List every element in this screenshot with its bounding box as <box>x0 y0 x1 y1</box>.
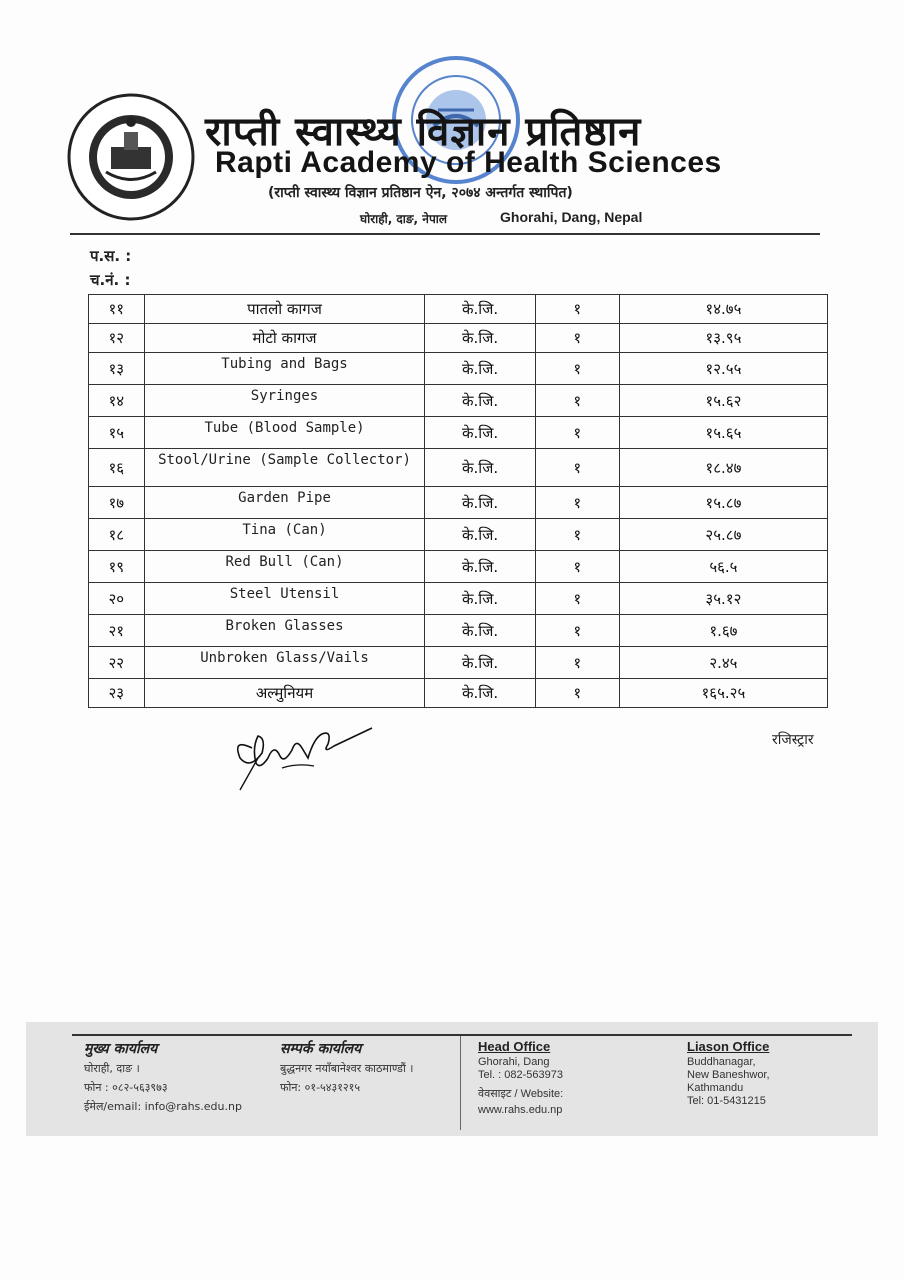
quantity-cell: १ <box>535 487 619 519</box>
unit-cell: के.जि. <box>425 583 535 615</box>
quantity-cell: १ <box>535 615 619 647</box>
rate-cell: १५.६५ <box>619 417 827 449</box>
table-row <box>89 615 828 647</box>
table-row <box>89 487 828 519</box>
item-name-cell: Red Bull (Can) <box>144 551 425 583</box>
rate-cell: १५.८७ <box>619 487 827 519</box>
serial-number-cell: २० <box>89 583 145 615</box>
rate-cell: १.६७ <box>619 615 827 647</box>
serial-number-cell: १८ <box>89 519 145 551</box>
institution-name-english: Rapti Academy of Health Sciences <box>215 146 722 179</box>
footer-vertical-divider <box>460 1036 461 1130</box>
head-office-phone-np: फोन : ०८२-५६३९७३ <box>84 1081 168 1094</box>
head-office-nepali <box>84 1040 242 1116</box>
contact-office-phone-np: फोन: ०१-५४३१२१५ <box>280 1081 361 1094</box>
rate-table <box>88 294 828 708</box>
quantity-cell: १ <box>535 449 619 487</box>
rate-cell: १५.६२ <box>619 385 827 417</box>
rate-cell: १३.९५ <box>619 324 827 353</box>
serial-number-cell: १९ <box>89 551 145 583</box>
rate-cell: २.४५ <box>619 647 827 679</box>
serial-number-cell: १६ <box>89 449 145 487</box>
contact-office-nepali <box>280 1040 413 1097</box>
liaison-phone: Tel: 01-5431215 <box>687 1095 766 1107</box>
quantity-cell: १ <box>535 647 619 679</box>
head-office-address-np: घोराही, दाङ । <box>84 1062 140 1075</box>
contact-office-title-np: सम्पर्क कार्यालय <box>280 1041 362 1057</box>
serial-number-cell: १२ <box>89 324 145 353</box>
unit-cell: के.जि. <box>425 353 535 385</box>
item-name-cell: Unbroken Glass/Vails <box>144 647 425 679</box>
quantity-cell: १ <box>535 679 619 708</box>
quantity-cell: १ <box>535 519 619 551</box>
unit-cell: के.जि. <box>425 519 535 551</box>
head-office-email: ईमेल/email: info@rahs.edu.np <box>84 1100 242 1113</box>
liaison-office-english <box>687 1040 770 1108</box>
quantity-cell: १ <box>535 353 619 385</box>
item-name-cell: अल्मुनियम <box>144 679 425 708</box>
quantity-cell: १ <box>535 417 619 449</box>
contact-office-address-np: बुद्धनगर नयाँबानेश्वर काठमाण्डौं । <box>280 1062 414 1075</box>
table-row <box>89 679 828 708</box>
rate-cell: १२.५५ <box>619 353 827 385</box>
registrar-designation: रजिस्ट्रार <box>772 732 814 748</box>
table-row <box>89 385 828 417</box>
establishment-note: (राप्ती स्वास्थ्य विज्ञान प्रतिष्ठान ऐन, २०७४ अन्तर्गत स्थापित) <box>268 185 573 201</box>
item-name-cell: Garden Pipe <box>144 487 425 519</box>
handwritten-signature <box>222 708 382 798</box>
unit-cell: के.जि. <box>425 647 535 679</box>
liaison-office-title: Liason Office <box>687 1039 770 1054</box>
table-row <box>89 324 828 353</box>
unit-cell: के.जि. <box>425 679 535 708</box>
unit-cell: के.जि. <box>425 449 535 487</box>
institution-name-nepali: राप्ती स्वास्थ्य विज्ञान प्रतिष्ठान <box>205 109 642 155</box>
serial-number-cell: १४ <box>89 385 145 417</box>
head-office-english <box>478 1040 563 1117</box>
table-row <box>89 519 828 551</box>
item-name-cell: मोटो कागज <box>144 324 425 353</box>
item-name-cell: पातलो कागज <box>144 295 425 324</box>
unit-cell: के.जि. <box>425 551 535 583</box>
table-row <box>89 417 828 449</box>
item-name-cell: Tube (Blood Sample) <box>144 417 425 449</box>
liaison-address-line2: New Baneshwor, <box>687 1069 770 1081</box>
address-nepali: घोराही, दाङ, नेपाल <box>360 212 448 226</box>
quantity-cell: १ <box>535 295 619 324</box>
unit-cell: के.जि. <box>425 324 535 353</box>
rate-cell: ५६.५ <box>619 551 827 583</box>
liaison-address-line3: Kathmandu <box>687 1082 744 1094</box>
unit-cell: के.जि. <box>425 487 535 519</box>
item-name-cell: Broken Glasses <box>144 615 425 647</box>
table-row <box>89 295 828 324</box>
rate-cell: १६५.२५ <box>619 679 827 708</box>
rate-cell: २५.८७ <box>619 519 827 551</box>
head-office-address-en: Ghorahi, Dang <box>478 1056 550 1068</box>
item-name-cell: Tina (Can) <box>144 519 425 551</box>
address-english: Ghorahi, Dang, Nepal <box>500 209 643 225</box>
unit-cell: के.जि. <box>425 417 535 449</box>
serial-number-cell: १५ <box>89 417 145 449</box>
quantity-cell: १ <box>535 583 619 615</box>
rate-cell: ३५.१२ <box>619 583 827 615</box>
serial-number-cell: २१ <box>89 615 145 647</box>
table-row <box>89 583 828 615</box>
table-row <box>89 449 828 487</box>
unit-cell: के.जि. <box>425 615 535 647</box>
item-name-cell: Syringes <box>144 385 425 417</box>
item-name-cell: Stool/Urine (Sample Collector) <box>144 449 425 487</box>
quantity-cell: १ <box>535 385 619 417</box>
serial-number-cell: २३ <box>89 679 145 708</box>
letter-number-label: प.स. : <box>90 247 132 265</box>
item-name-cell: Tubing and Bags <box>144 353 425 385</box>
academy-logo <box>66 92 196 222</box>
dispatch-number-label: च.नं. : <box>90 271 131 289</box>
head-office-title-np: मुख्य कार्यालय <box>84 1041 158 1057</box>
footer-divider-line <box>72 1034 852 1036</box>
serial-number-cell: १३ <box>89 353 145 385</box>
rate-cell: १८.४७ <box>619 449 827 487</box>
website-url: www.rahs.edu.np <box>478 1104 563 1116</box>
website-label: वेवसाइट / Website: <box>478 1088 564 1100</box>
table-row <box>89 647 828 679</box>
quantity-cell: १ <box>535 324 619 353</box>
serial-number-cell: १७ <box>89 487 145 519</box>
table-row <box>89 551 828 583</box>
head-office-phone-en: Tel. : 082-563973 <box>478 1069 564 1081</box>
serial-number-cell: ११ <box>89 295 145 324</box>
unit-cell: के.जि. <box>425 295 535 324</box>
item-name-cell: Steel Utensil <box>144 583 425 615</box>
header-divider <box>70 233 820 235</box>
unit-cell: के.जि. <box>425 385 535 417</box>
quantity-cell: १ <box>535 551 619 583</box>
rate-cell: १४.७५ <box>619 295 827 324</box>
table-row <box>89 353 828 385</box>
liaison-address-line1: Buddhanagar, <box>687 1056 756 1068</box>
head-office-title-en: Head Office <box>478 1039 551 1054</box>
serial-number-cell: २२ <box>89 647 145 679</box>
footer-contact-band <box>26 1022 878 1136</box>
